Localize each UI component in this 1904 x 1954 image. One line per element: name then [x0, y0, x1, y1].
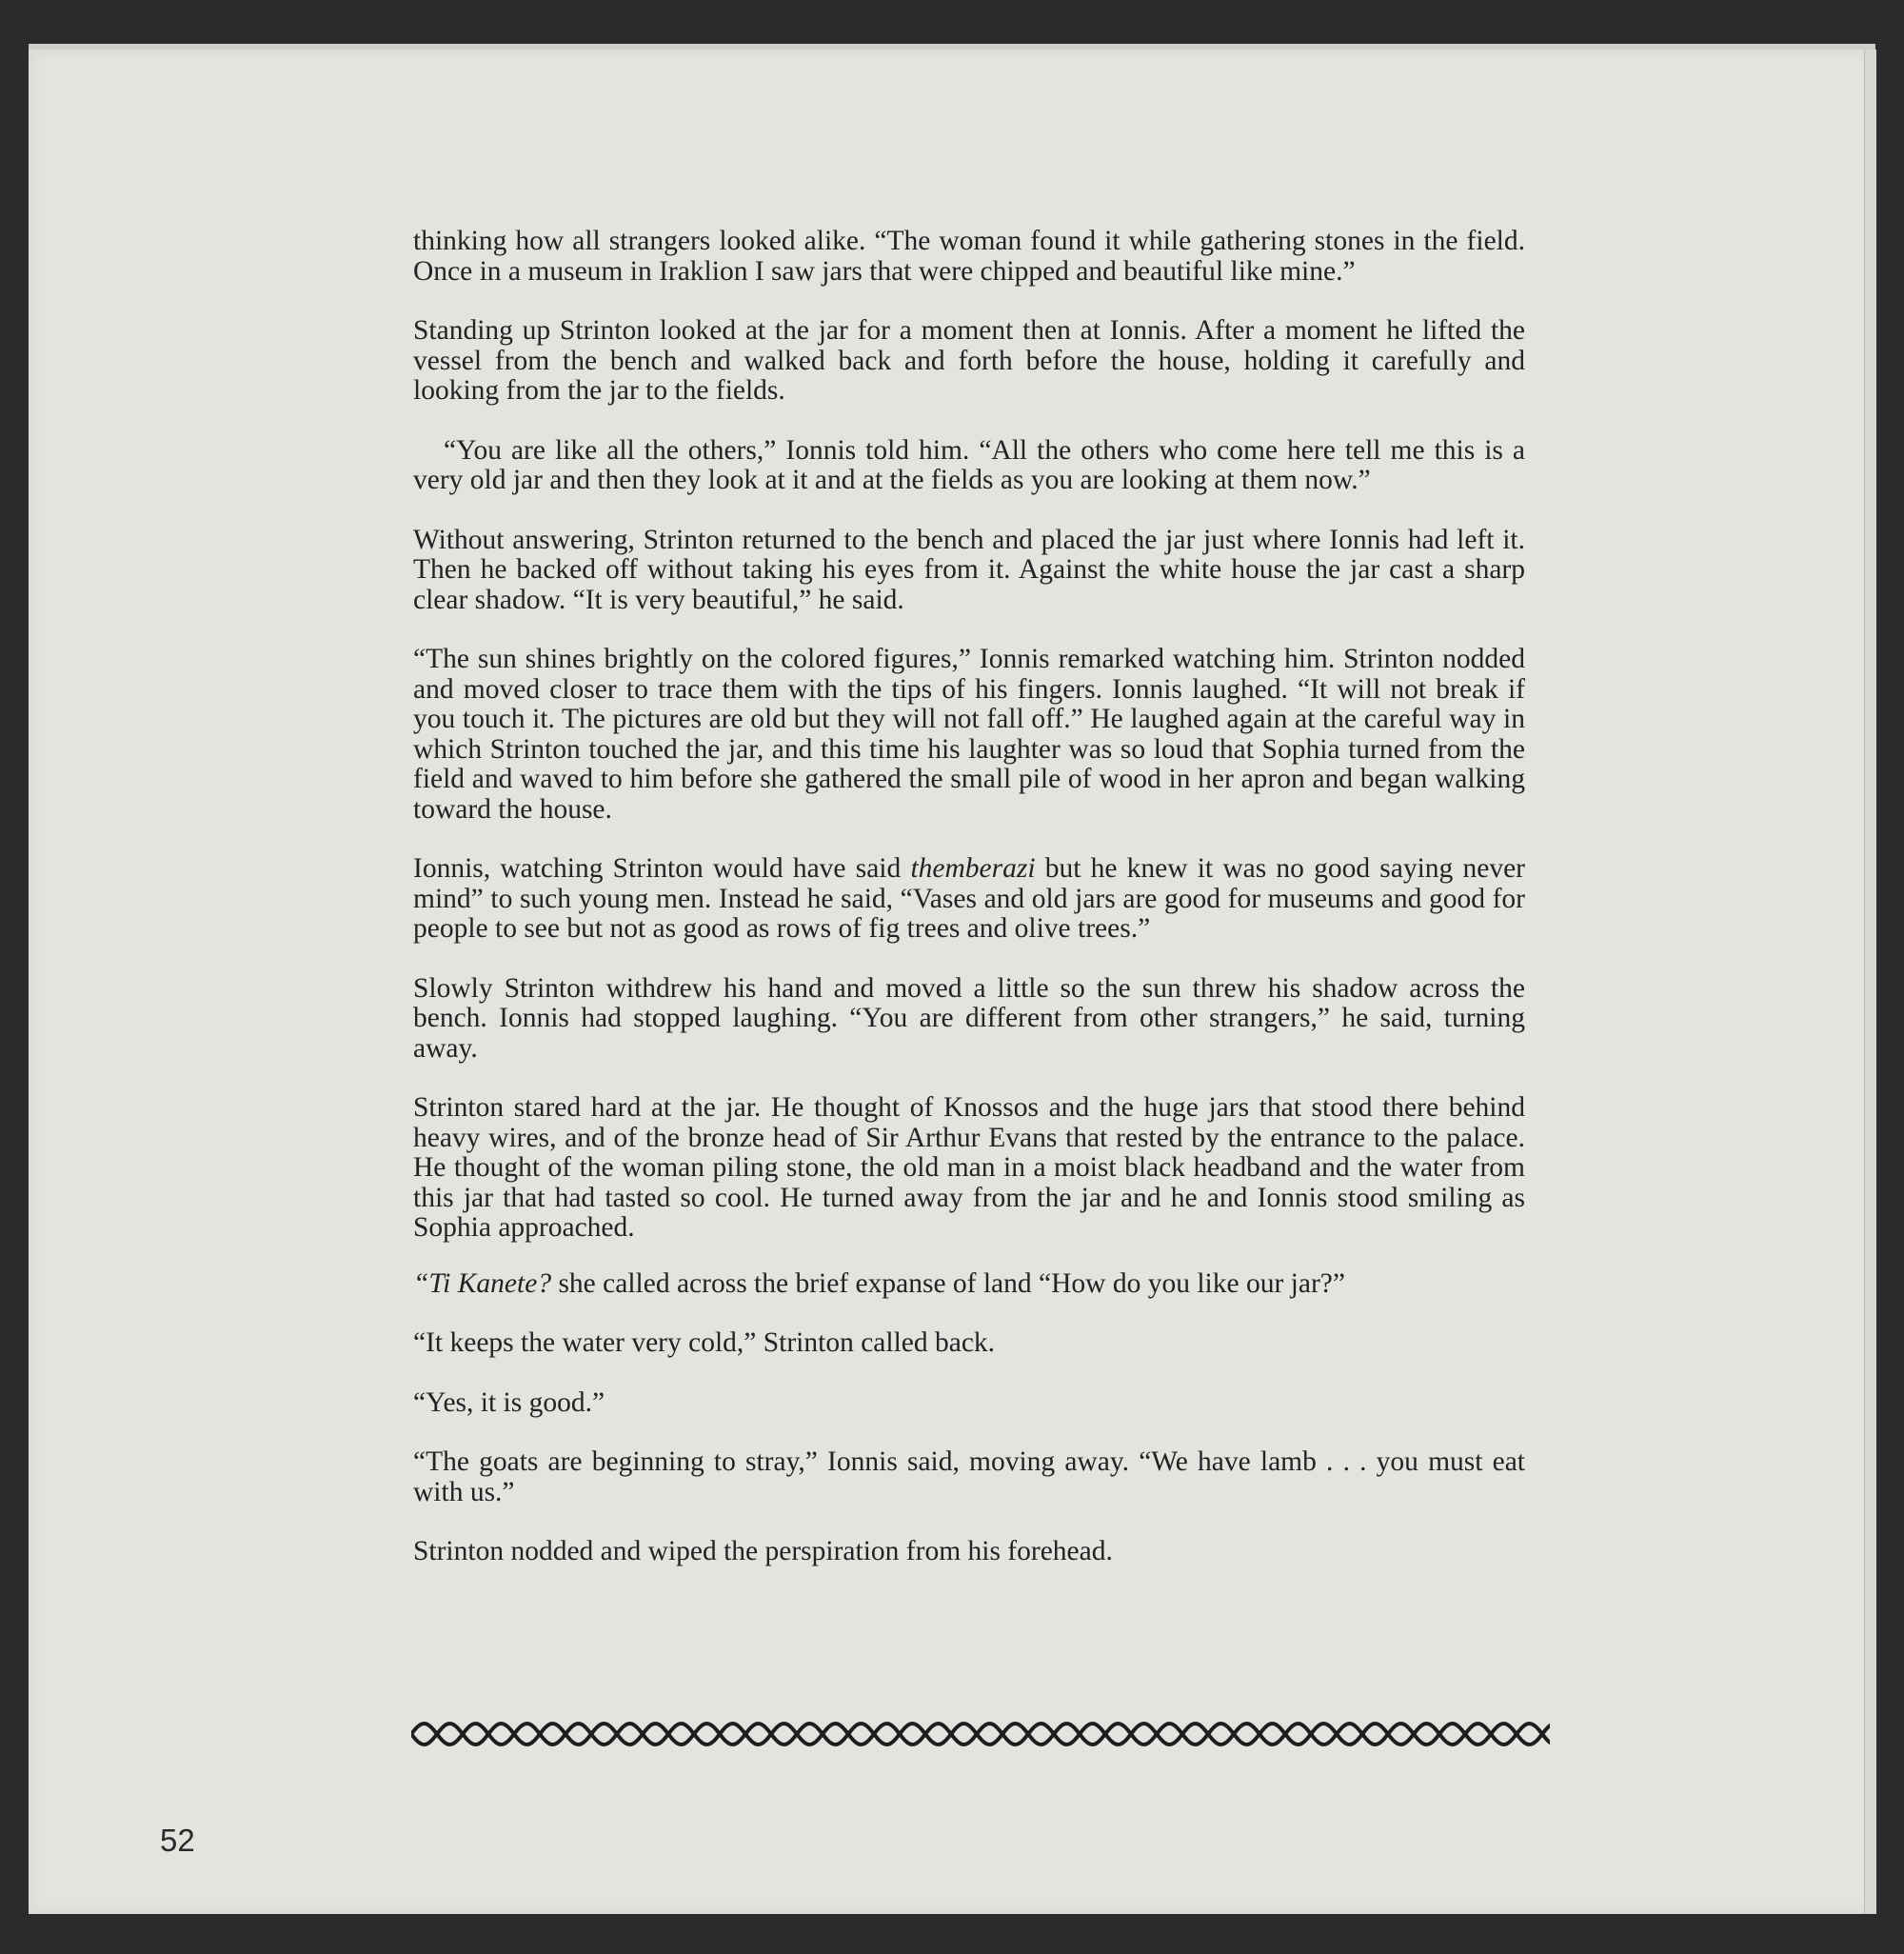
paragraph-7: Slowly Strinton withdrew his hand and moved a little so the sun threw his shadow across the bench. Ionnis had stopped laughing. “You are different from other strangers,” he said, turning away. [413, 972, 1525, 1064]
paragraph-11: “Yes, it is good.” [413, 1386, 605, 1418]
paragraph-12: “The goats are beginning to stray,” Ionnis said, moving away. “We have lamb . . . you must eat with us.” [413, 1446, 1525, 1507]
page-number: 52 [160, 1823, 195, 1858]
story-text [413, 227, 1525, 1597]
paragraph-9 [413, 1269, 1525, 1300]
paragraph-5: “The sun shines brightly on the colored figures,” Ionnis remarked watching him. Strinton nodded and moved closer to trace them with the tips of his fingers. Ionnis laughed. “It will not break if you touch it. The pictures are old but they will not fall off.” He laughed again at the careful way in which Strinton touched the jar, and this time his laughter was so loud that Sophia turned from the field and waved to him before she gathered the small pile of wood in her apron and began walking toward the house. [413, 644, 1525, 825]
paragraph-2: Standing up Strinton looked at the jar for a moment then at Ionnis. After a moment he lifted the vessel from the bench and walked back and forth before the house, holding it carefully and looking from the jar to the fields. [413, 315, 1525, 406]
paragraph-10: “It keeps the water very cold,” Strinton called back. [413, 1327, 996, 1358]
paragraph-6 [413, 854, 1525, 945]
paragraph-4: Without answering, Strinton returned to the bench and placed the jar just where Ionnis had left it. Then he backed off without taking his eyes from it. Against the white house the jar cast a sharp clear shadow. “It is very beautiful,” he said. [413, 524, 1525, 615]
paragraph-3: “You are like all the others,” Ionnis told him. “All the others who come here tell me this is a very old jar and then they look at it and at the fields as you are looking at them now.” [413, 434, 1525, 495]
paragraph-13: Strinton nodded and wiped the perspiration from his forehead. [413, 1536, 1113, 1566]
wave-ornament [411, 1717, 1550, 1751]
paragraph-1: thinking how all strangers looked alike. “The woman found it while gathering stones in the field. Once in a museum in Iraklion I saw jars that were chipped and beautiful like mine.” [413, 226, 1525, 287]
paragraph-6-end: but he knew it was no good saying never mind” to such young men. Instead he said, “Vases and old jars are good for museums and good for people to see but not as good as rows of fig trees and olive trees.” [413, 853, 1525, 944]
greek-phrase-ti-kanete: “Ti Kanete? [413, 1267, 552, 1299]
greek-word-themberazi: themberazi [910, 853, 1036, 884]
paragraph-6-start: Ionnis, watching Strinton would have said [413, 853, 911, 884]
page-gutter [1864, 50, 1876, 1914]
paragraph-9-end: she called across the brief expanse of land “How do you like our jar?” [551, 1267, 1345, 1299]
paragraph-8: Strinton stared hard at the jar. He thought of Knossos and the huge jars that stood there behind heavy wires, and of the bronze head of Sir Arthur Evans that rested by the entrance to the palace. He thought of the woman piling stone, the old man in a moist black headband and the water from this jar that had tasted so cool. He turned away from the jar and he and Ionnis stood smiling as Sophia approached. [413, 1092, 1525, 1243]
